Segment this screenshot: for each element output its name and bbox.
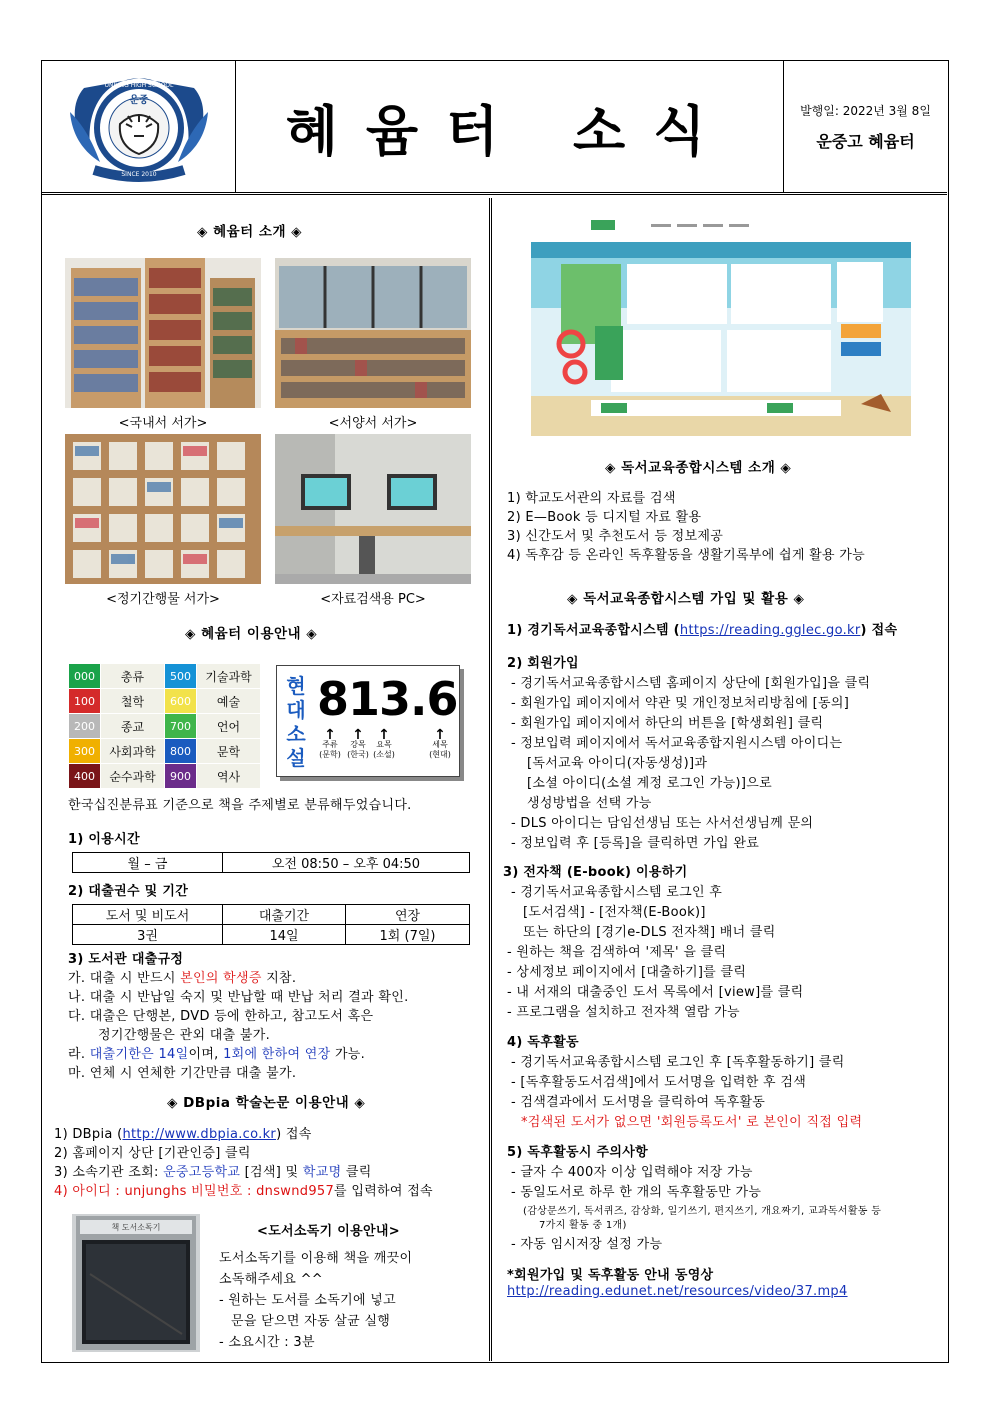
system-item-4: 4) 독후감 등 온라인 독후활동을 생활기록부에 쉽게 활용 가능 [507,548,865,563]
step-4-item: - 경기독서교육종합시스템 로그인 후 [독후활동하기] 클릭 [511,1055,845,1070]
dbpia-step-3-text: 3) 소속기관 조회: [54,1165,164,1180]
ddc-code: 900 [165,764,197,789]
join-heading: ◈ 독서교육종합시스템 가입 및 활용 ◈ [567,591,805,607]
dbpia-step-2: 2) 홈페이지 상단 [기관인증] 클릭 [54,1146,251,1161]
hours-day: 월 – 금 [73,853,223,873]
ddc-code: 000 [69,664,101,689]
rule-4-highlight-1: 대출기한은 14일 [89,1047,189,1062]
step-5-item: - 자동 임시저장 설정 가능 [511,1237,663,1252]
loan-header-renew: 연장 [346,905,470,925]
website-screenshot-icon [531,214,911,436]
call-number-char: 설 [286,746,306,770]
dbpia-step-1 [54,1123,312,1142]
ddc-label: 예술 [197,689,261,714]
up-arrow-icon: ↑ [434,727,446,743]
rule-4 [68,1043,365,1062]
step-3-item: - 프로그램을 설치하고 전자책 열람 가능 [507,1005,740,1020]
marker-main-label: 주류 (문학) [319,740,341,759]
sterilizer-device-label: 책 도서소독기 [111,1223,161,1232]
rule-3-cont: 정기간행물은 관외 대출 불가. [98,1028,271,1043]
photo-book-sterilizer [72,1214,200,1352]
step-5-activity-list: (감상문쓰기, 독서퀴즈, 감상화, 일기쓰기, 편지쓰기, 개요짜기, 교과독서활동 등 [523,1206,882,1217]
ddc-label: 순수과학 [101,764,165,789]
ddc-code: 600 [165,689,197,714]
sterilizer-line-3: - 원하는 도서를 소독기에 넣고 [219,1293,397,1308]
rule-4-text-2: 이며, [188,1047,224,1062]
sterilizer-line-5: - 소요시간 : 3분 [219,1335,315,1350]
ddc-label: 문학 [197,739,261,764]
left-column [42,198,492,1361]
ddc-code: 800 [165,739,197,764]
school-logo [42,61,236,193]
loan-header-period: 대출기간 [223,905,346,925]
ddc-code: 300 [69,739,101,764]
rule-4-tail: 가능. [330,1047,366,1062]
ddc-label: 총류 [101,664,165,689]
right-column [495,198,947,1361]
call-number-char: 대 [286,698,306,722]
dbpia-school-label: 학교명 [302,1165,342,1180]
rule-1 [68,967,296,986]
photo-domestic-shelf [65,258,261,408]
dbpia-step-3-mid: [검색] 및 [240,1165,303,1180]
ddc-row [69,764,261,789]
call-number-markers [317,727,457,774]
dbpia-step-3-tail: 클릭 [341,1165,372,1180]
ddc-code: 200 [69,714,101,739]
guide-heading: ◈ 혜윰터 이용안내 ◈ [185,626,318,642]
step-2-item: - 회원가입 페이지에서 약관 및 개인정보처리방침에 [동의] [511,696,850,711]
reading-system-screenshot [531,214,911,436]
step-5-item: - 글자 수 400자 이상 입력해야 저장 가능 [511,1165,753,1180]
header [42,61,947,195]
system-intro-heading: ◈ 독서교육종합시스템 소개 ◈ [605,460,792,476]
logo-bottom-text: SINCE 2010 [120,171,157,178]
step-4-item: - [독후활동도서검색]에서 도서명을 입력한 후 검색 [511,1075,807,1090]
photo-search-pc [275,434,471,584]
logo-top-text: UNJUNG HIGH SCHOOL [104,82,173,89]
reading-system-link[interactable]: https://reading.gglec.go.kr [679,623,861,638]
step-2-item: 생성방법을 선택 가능 [527,796,652,811]
dbpia-step-4-tail: 를 입력하여 접속 [334,1184,433,1199]
newsletter-title: 혜윰터 소식 [285,98,734,163]
step-2-item: - 경기독서교육종합시스템 홈페이지 상단에 [회원가입]을 클릭 [511,676,871,691]
step-1-tail: ) 접속 [860,623,898,638]
video-heading: *회원가입 및 독후활동 안내 동영상 [507,1268,714,1283]
publisher-name: 운중고 혜윰터 [816,132,915,151]
call-number-char: 현 [286,674,306,698]
hours-time: 오전 08:50 – 오후 04:50 [223,853,470,873]
step-2-item: - 정보입력 페이지에서 독서교육종합지원시스템 아이디는 [511,736,843,751]
sterilizer-heading: <도서소독기 이용안내> [257,1224,400,1239]
dbpia-credentials: 4) 아이디 : unjunghs 비밀번호 : dnswnd957 [54,1184,335,1199]
step-1 [507,619,897,638]
ddc-code: 400 [69,764,101,789]
marker-main [319,727,341,760]
system-item-2: 2) E—Book 등 디지털 자료 활용 [507,510,702,525]
dbpia-heading: ◈ DBpia 학술논문 이용안내 ◈ [167,1095,366,1111]
step-3-item: 또는 하단의 [경기e-DLS 전자책] 배너 클릭 [523,925,776,940]
system-item-3: 3) 신간도서 및 추천도서 등 정보제공 [507,529,724,544]
step-3-item: - 경기독서교육종합시스템 로그인 후 [511,885,723,900]
ddc-code: 500 [165,664,197,689]
step-5-item: - 동일도서로 하루 한 개의 독후활동만 가능 [511,1185,762,1200]
loan-period: 14일 [223,925,346,945]
step-2-heading: 2) 회원가입 [507,656,579,671]
call-number-char: 소 [286,722,306,746]
marker-class [347,727,369,760]
rules-heading: 3) 도서관 대출규정 [68,952,184,967]
step-3-heading: 3) 전자책 (E-book) 이용하기 [503,865,688,880]
call-number-vertical [285,674,307,770]
ddc-code: 700 [165,714,197,739]
publication-info [784,61,947,193]
hours-heading: 1) 이용시간 [68,832,140,847]
dbpia-step-4 [54,1180,433,1199]
dbpia-step-1-tail: ) 접속 [276,1127,312,1142]
ddc-label: 철학 [101,689,165,714]
video-link[interactable]: http://reading.edunet.net/resources/video/37.mp4 [507,1284,848,1299]
tiger-emblem-icon [64,66,214,188]
photo-periodical-shelf [65,434,261,584]
ddc-row [69,714,261,739]
marker-division-label: 요목 (소설) [373,740,395,759]
up-arrow-icon: ↑ [324,727,336,743]
ddc-label: 역사 [197,764,261,789]
rule-1-highlight: 본인의 학생증 [180,971,262,986]
step-5-activity-list-cont: 7가지 활동 중 1개) [539,1220,627,1231]
ddc-classification-table [68,663,261,789]
step-2-item: [독서교육 아이디(자동생성)]과 [527,756,708,771]
caption-periodical: <정기간행물 서가> [106,592,220,607]
step-5-heading: 5) 독후활동시 주의사항 [507,1145,648,1160]
window-shelf-photo-icon [275,258,471,408]
ddc-label: 종교 [101,714,165,739]
dbpia-link[interactable]: http://www.dbpia.co.kr [122,1127,277,1142]
sterilizer-line-4: 문을 닫으면 자동 살균 실행 [231,1314,391,1329]
sterilizer-line-2: 소독해주세요 ^^ [219,1272,323,1287]
newsletter-title-cell [236,61,784,193]
loan-header-type: 도서 및 비도서 [73,905,223,925]
step-4-heading: 4) 독후활동 [507,1035,579,1050]
intro-heading: ◈ 혜윰터 소개 ◈ [197,224,303,240]
step-2-item: - 정보입력 후 [등록]을 클릭하면 가입 완료 [511,836,760,851]
logo-center-text: 운중 [128,95,149,106]
step-2-item: [소셜 아이디(소셜 계정 로그인 가능)]으로 [527,776,772,791]
newsletter-frame [41,60,949,1363]
ddc-row [69,739,261,764]
marker-section-label: 세목 (현대) [429,740,451,759]
photo-foreign-shelf [275,258,471,408]
sterilizer-photo-icon [72,1214,200,1352]
step-3-item: - 상세정보 페이지에서 [대출하기]를 클릭 [507,965,747,980]
step-3-item: - 원하는 책을 검색하여 '제목' 을 클릭 [507,945,727,960]
step-1-text: 1) 경기독서교육종합시스템 ( [507,623,680,638]
step-3-item: - 내 서재의 대출중인 도서 목록에서 [view]를 클릭 [507,985,804,1000]
ddc-row [69,689,261,714]
rule-3: 다. 대출은 단행본, DVD 등에 한하고, 참고도서 혹은 [68,1009,374,1024]
rule-2: 나. 대출 시 반납일 숙지 및 반납할 때 반납 처리 결과 확인. [68,990,409,1005]
loan-heading: 2) 대출권수 및 기간 [68,884,189,899]
caption-search-pc: <자료검색용 PC> [320,592,426,607]
rule-4-highlight-2: 1회에 한하여 연장 [223,1047,331,1062]
ddc-note: 한국십진분류표 기준으로 책을 주제별로 분류해두었습니다. [68,798,412,813]
rule-1-tail: 지참. [261,971,297,986]
ddc-label: 언어 [197,714,261,739]
step-3-item: [도서검색] - [전자책(E-Book)] [523,905,706,920]
caption-domestic: <국내서 서가> [118,416,208,431]
ddc-label: 사회과학 [101,739,165,764]
call-number-value: 813.6 [317,672,458,726]
dbpia-step-1-text: 1) DBpia ( [54,1127,123,1142]
ddc-row [69,664,261,689]
bookshelf-photo-icon [65,258,261,408]
hours-table [72,852,470,873]
step-2-item: - DLS 아이디는 담임선생님 또는 사서선생님께 문의 [511,816,814,831]
caption-foreign: <서양서 서가> [328,416,418,431]
dbpia-step-3 [54,1161,372,1180]
sterilizer-line-1: 도서소독기를 이용해 책을 깨끗이 [219,1251,413,1266]
rule-1-text: 가. 대출 시 반드시 [68,971,181,986]
marker-division [373,727,395,760]
ddc-code: 100 [69,689,101,714]
loan-renewal: 1회 (7일) [346,925,470,945]
marker-section [429,727,451,760]
up-arrow-icon: ↑ [352,727,364,743]
computer-desk-photo-icon [275,434,471,584]
up-arrow-icon: ↑ [378,727,390,743]
magazine-rack-photo-icon [65,434,261,584]
step-2-item: - 회원가입 페이지에서 하단의 버튼을 [학생회원] 클릭 [511,716,824,731]
step-4-note: *검색된 도서가 없으면 '회원등록도서' 로 본인이 직접 입력 [521,1115,863,1130]
ddc-label: 기술과학 [197,664,261,689]
step-4-item: - 검색결과에서 도서명을 클릭하여 독후활동 [511,1095,766,1110]
loan-table [72,904,470,945]
rule-5: 마. 연체 시 연체한 기간만큼 대출 불가. [68,1066,297,1081]
publication-date: 발행일: 2022년 3월 8일 [800,104,931,118]
system-item-1: 1) 학교도서관의 자료를 검색 [507,491,676,506]
marker-class-label: 강목 (한국) [347,740,369,759]
call-number-graphic [276,665,460,777]
loan-count: 3권 [73,925,223,945]
dbpia-school-name: 운중고등학교 [163,1165,241,1180]
rule-4-text: 라. [68,1047,90,1062]
